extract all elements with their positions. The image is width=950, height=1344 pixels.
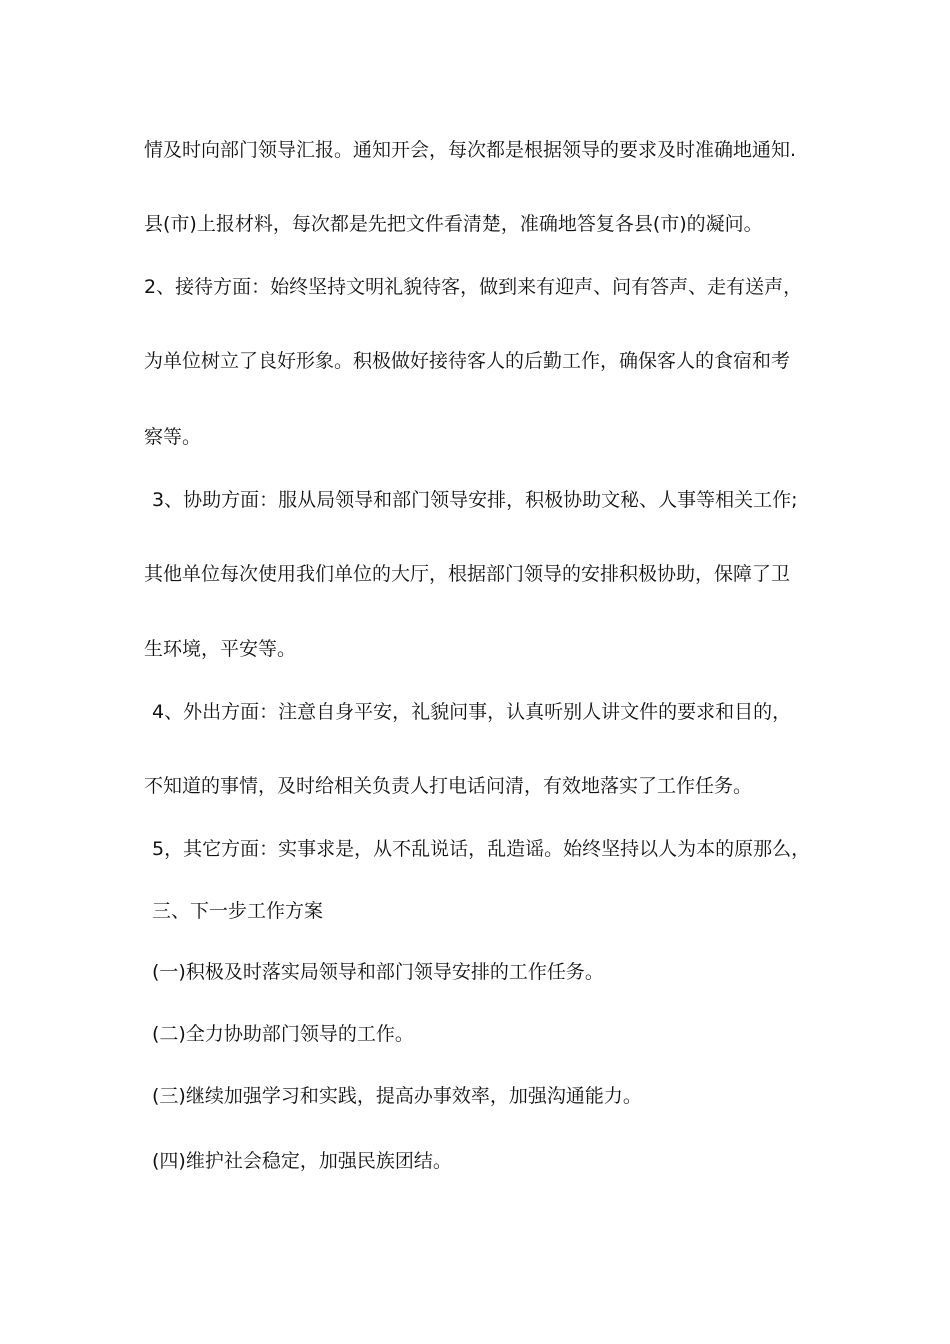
section-heading: 三、下一步工作方案 [152, 900, 324, 922]
paragraph-line: 4、外出方面：注意自身平安，礼貌问事，认真听别人讲文件的要求和目的， [152, 701, 792, 723]
paragraph-line: 2、接待方面：始终坚持文明礼貌待客，做到来有迎声、问有答声、走有送声， [144, 276, 803, 298]
paragraph-line: 察等。 [144, 426, 202, 448]
list-item: (三)继续加强学习和实践，提高办事效率，加强沟通能力。 [152, 1085, 642, 1107]
paragraph-line: 其他单位每次使用我们单位的大厅，根据部门领导的安排积极协助，保障了卫 [144, 563, 791, 585]
paragraph-line: 县(市)上报材料，每次都是先把文件看清楚，准确地答复各县(市)的凝问。 [144, 213, 763, 235]
paragraph-line: 3、协助方面：服从局领导和部门领导安排，积极协助文秘、人事等相关工作; [152, 489, 798, 511]
paragraph-line: 生环境，平安等。 [144, 638, 297, 660]
paragraph-line: 不知道的事情，及时给相关负责人打电话问清，有效地落实了工作任务。 [144, 775, 753, 797]
paragraph-line: 情及时向部门领导汇报。通知开会，每次都是根据领导的要求及时准确地通知. [144, 139, 797, 161]
paragraph-line: 5，其它方面：实事求是，从不乱说话，乱造谣。始终坚持以人为本的原那么， [152, 838, 811, 860]
paragraph-line: 为单位树立了良好形象。积极做好接待客人的后勤工作，确保客人的食宿和考 [144, 350, 791, 372]
list-item: (一)积极及时落实局领导和部门领导安排的工作任务。 [152, 961, 604, 983]
list-item: (四)维护社会稳定，加强民族团结。 [152, 1150, 452, 1172]
list-item: (二)全力协助部门领导的工作。 [152, 1023, 414, 1045]
